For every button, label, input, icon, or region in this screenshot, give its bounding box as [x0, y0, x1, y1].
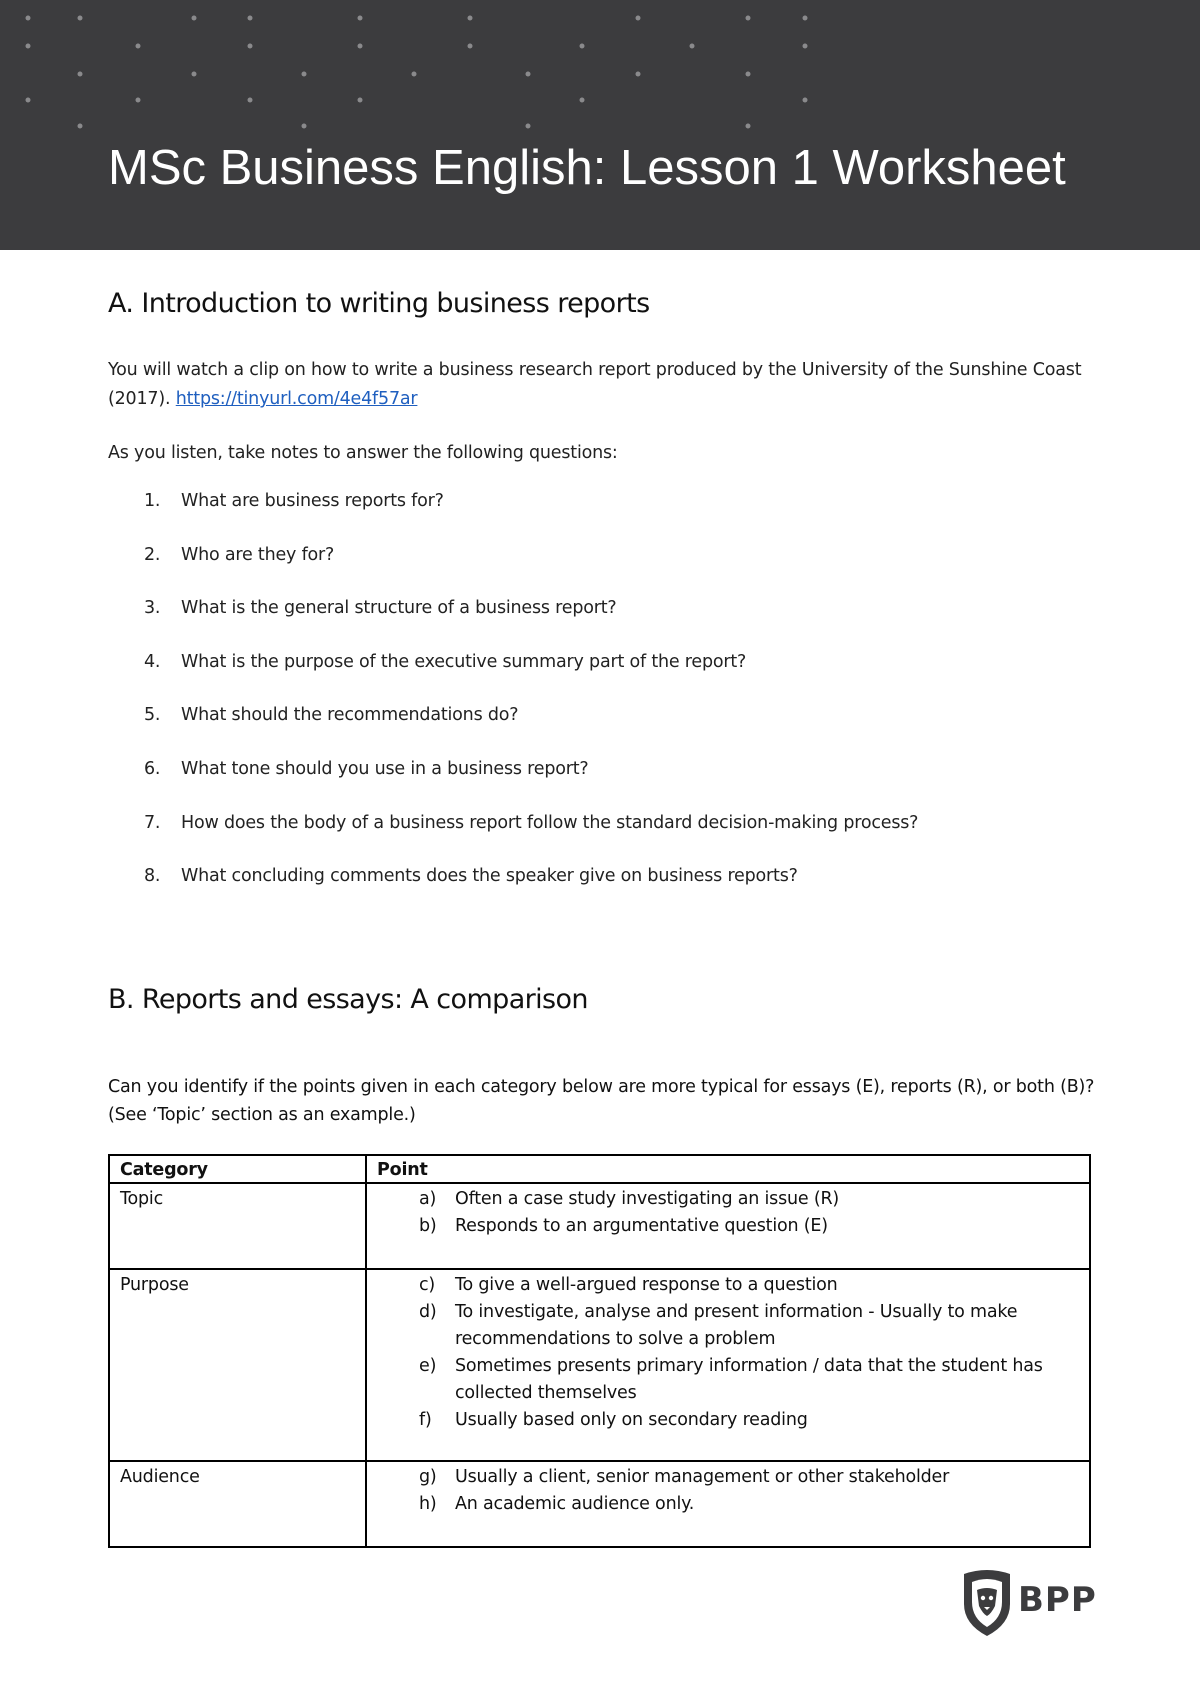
point-text: Responds to an argumentative question (E): [455, 1216, 828, 1236]
category-cell: Audience: [109, 1461, 366, 1547]
point-text: Usually a client, senior management or other stakeholder: [455, 1467, 950, 1487]
question-number: 5.: [144, 705, 161, 726]
points-cell: [366, 1269, 1090, 1461]
question-number: 8.: [144, 866, 161, 887]
question-text: How does the body of a business report follow the standard decision-making process?: [181, 812, 919, 833]
question-number: 2.: [144, 544, 161, 565]
header-banner: [0, 0, 1200, 250]
question-number: 3.: [144, 598, 161, 619]
point-item: [377, 1299, 1079, 1353]
table-row: [109, 1183, 1090, 1269]
column-header-point: Point: [366, 1155, 1090, 1183]
point-item: [377, 1407, 1079, 1434]
table-header-row: [109, 1155, 1090, 1183]
section-a-instruction: As you listen, take notes to answer the following questions:: [108, 443, 618, 463]
column-header-category: Category: [109, 1155, 366, 1183]
category-cell: Purpose: [109, 1269, 366, 1461]
points-cell: [366, 1183, 1090, 1269]
point-item: [377, 1272, 1079, 1299]
section-a-intro: [108, 356, 1098, 414]
lion-shield-icon: [958, 1568, 1016, 1638]
point-text: An academic audience only.: [455, 1494, 695, 1514]
point-item: [377, 1464, 1079, 1491]
dot-pattern-decoration: [0, 0, 1200, 250]
point-text: Usually based only on secondary reading: [455, 1410, 808, 1430]
point-letter: d): [419, 1302, 437, 1322]
question-number: 1.: [144, 491, 161, 511]
question-text: What are business reports for?: [181, 491, 444, 511]
question-number: 7.: [144, 812, 161, 833]
point-text: Often a case study investigating an issue (R): [455, 1189, 840, 1209]
point-item: [377, 1491, 1079, 1518]
section-a-heading: A. Introduction to writing business reports: [108, 288, 650, 319]
section-a-intro-text: You will watch a clip on how to write a business research report produced by the University of the Sunshine Coast (2017).: [108, 360, 1082, 409]
question-text: What should the recommendations do?: [181, 705, 519, 726]
point-letter: g): [419, 1467, 437, 1487]
page-title: MSc Business English: Lesson 1 Worksheet: [108, 141, 1066, 195]
point-item: [377, 1186, 1079, 1213]
point-letter: a): [419, 1189, 437, 1209]
question-text: What concluding comments does the speaker give on business reports?: [181, 866, 798, 887]
question-number: 4.: [144, 651, 161, 672]
table-row: [109, 1461, 1090, 1547]
point-text: Sometimes presents primary information / data that the student has collected themselves: [455, 1356, 1043, 1403]
question-text: What tone should you use in a business report?: [181, 758, 589, 779]
point-letter: f): [419, 1410, 432, 1430]
point-text: To give a well-argued response to a question: [455, 1275, 838, 1295]
question-number: 6.: [144, 758, 161, 779]
point-letter: h): [419, 1494, 437, 1514]
table-row: [109, 1269, 1090, 1461]
category-cell: Topic: [109, 1183, 366, 1269]
section-b-instruction: Can you identify if the points given in each category below are more typical for essays (E), reports (R), or both (B)? (See ‘Topic’ section as an example.): [108, 1077, 1095, 1125]
bpp-logo: [958, 1568, 1097, 1638]
question-text: Who are they for?: [181, 544, 335, 565]
point-item: [377, 1353, 1079, 1407]
video-link[interactable]: https://tinyurl.com/4e4f57ar: [175, 389, 418, 409]
point-letter: b): [419, 1216, 437, 1236]
section-b-heading: B. Reports and essays: A comparison: [108, 984, 588, 1015]
question-text: What is the general structure of a business report?: [181, 598, 617, 619]
logo-text: BPP: [1018, 1580, 1097, 1620]
point-text: To investigate, analyse and present information - Usually to make recommendations to solve a problem: [455, 1302, 1018, 1349]
points-cell: [366, 1461, 1090, 1547]
point-letter: c): [419, 1275, 436, 1295]
point-item: [377, 1213, 1079, 1240]
question-text: What is the purpose of the executive summary part of the report?: [181, 651, 747, 672]
comparison-table: [108, 1154, 1091, 1548]
point-letter: e): [419, 1356, 437, 1376]
